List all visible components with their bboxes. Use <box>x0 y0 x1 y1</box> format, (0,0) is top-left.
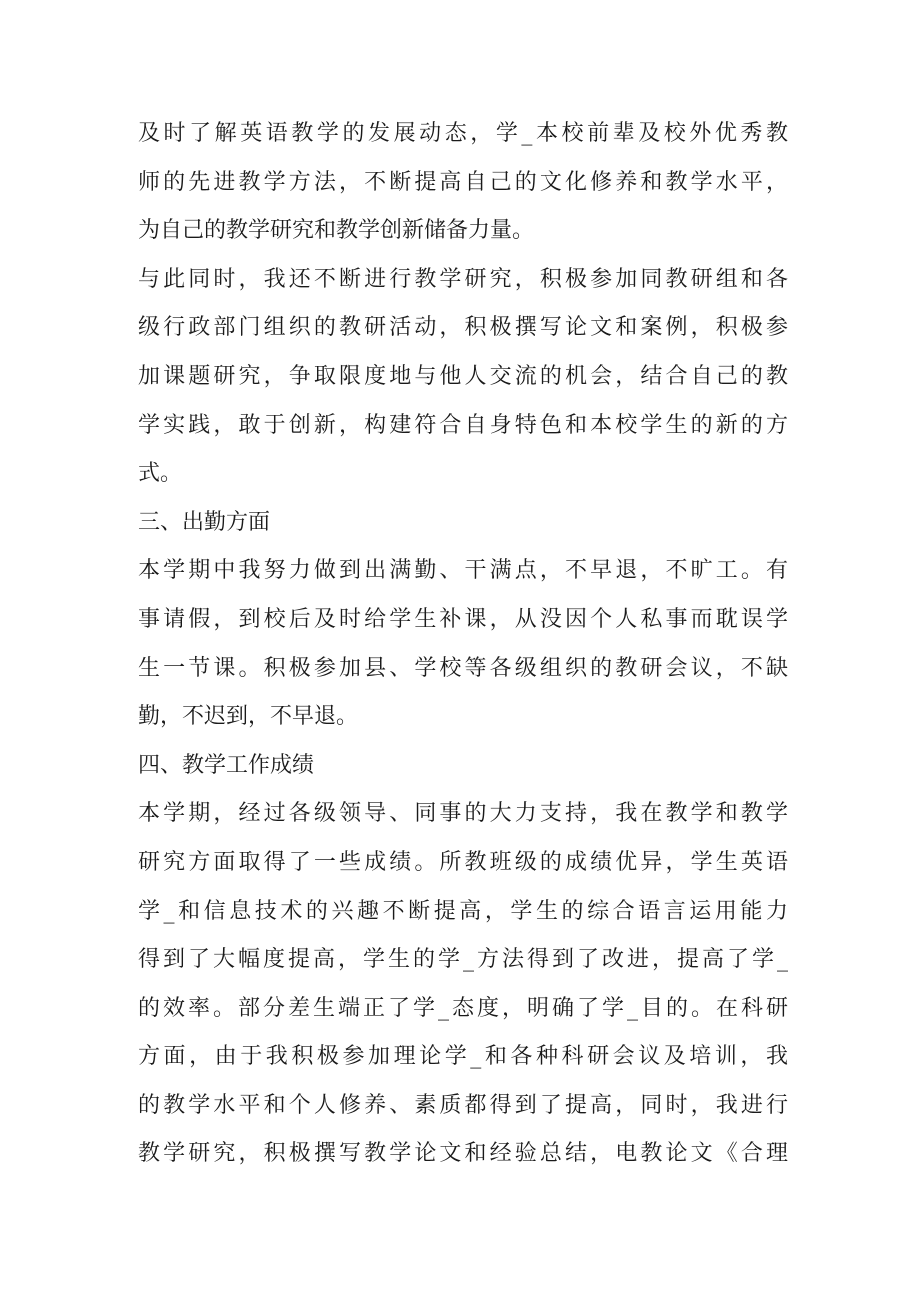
document-body <box>138 110 788 1179</box>
text-line: 生一节课。积极参加县、学校等各级组织的教研会议，不缺 <box>138 655 788 681</box>
text-line: 的效率。部分差生端正了学_态度，明确了学_目的。在科研 <box>138 995 788 1021</box>
text-line: 学_和信息技术的兴趣不断提高，学生的综合语言运用能力 <box>138 898 788 924</box>
text-line: 得到了大幅度提高，学生的学_方法得到了改进，提高了学_ <box>138 947 788 973</box>
text-line: 方面，由于我积极参加理论学_和各种科研会议及培训，我 <box>138 1044 788 1070</box>
section-heading: 四、教学工作成绩 <box>138 752 315 778</box>
text-line: 研究方面取得了一些成绩。所教班级的成绩优异，学生英语 <box>138 849 788 875</box>
text-line: 及时了解英语教学的发展动态，学_本校前辈及校外优秀教 <box>138 121 788 146</box>
text-line: 加课题研究，争取限度地与他人交流的机会，结合自己的教 <box>138 363 788 389</box>
text-line: 本学期中我努力做到出满勤、干满点，不早退，不旷工。有 <box>138 558 788 584</box>
text-line: 教学研究，积极撰写教学论文和经验总结，电教论文《合理 <box>138 1141 788 1167</box>
text-line: 本学期，经过各级领导、同事的大力支持，我在教学和教学 <box>138 801 788 827</box>
text-line: 为自己的教学研究和教学创新储备力量。 <box>138 218 535 244</box>
text-line: 的教学水平和个人修养、素质都得到了提高，同时，我进行 <box>138 1092 788 1118</box>
text-line: 式。 <box>138 461 183 487</box>
section-heading: 三、出勤方面 <box>138 509 271 535</box>
text-line: 与此同时，我还不断进行教学研究，积极参加同教研组和各 <box>138 266 788 292</box>
text-line: 学实践，敢于创新，构建符合自身特色和本校学生的新的方 <box>138 412 788 438</box>
text-line: 师的先进教学方法，不断提高自己的文化修养和教学水平， <box>138 169 788 195</box>
text-line: 勤，不迟到，不早退。 <box>138 704 359 730</box>
text-line: 事请假，到校后及时给学生补课，从没因个人私事而耽误学 <box>138 606 788 632</box>
text-line: 级行政部门组织的教研活动，积极撰写论文和案例，积极参 <box>138 315 788 341</box>
